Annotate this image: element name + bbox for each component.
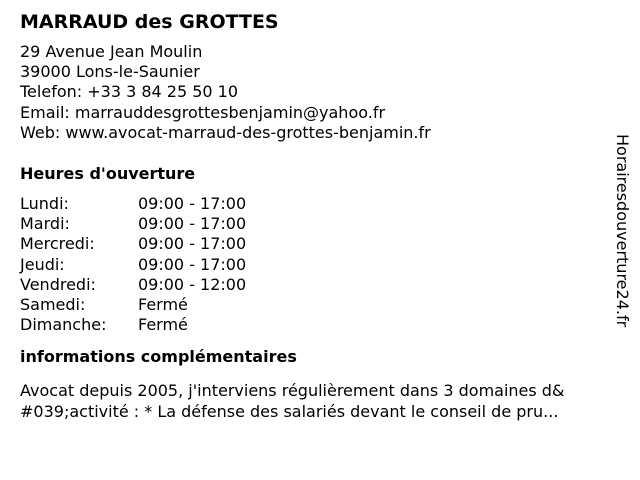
info-title: informations complémentaires xyxy=(20,347,297,367)
day-label: Mercredi: xyxy=(20,234,95,254)
hours-row-thursday xyxy=(20,255,610,275)
info-line2: #039;activité : * La défense des salariés devant le conseil de pru... xyxy=(20,402,559,422)
day-time: Fermé xyxy=(138,315,188,335)
web-line: Web: www.avocat-marraud-des-grottes-benjamin.fr xyxy=(20,122,431,142)
day-label: Mardi: xyxy=(20,214,70,234)
hours-row-sunday xyxy=(20,315,610,335)
hours-row-tuesday xyxy=(20,214,610,234)
day-time: 09:00 - 17:00 xyxy=(138,254,247,274)
day-label: Jeudi: xyxy=(20,254,65,274)
day-time: 09:00 - 17:00 xyxy=(138,234,247,254)
day-time: 09:00 - 17:00 xyxy=(138,214,247,234)
info-line1: Avocat depuis 2005, j'interviens régulièrement dans 3 domaines d& xyxy=(20,381,565,401)
day-label: Dimanche: xyxy=(20,315,107,335)
business-card xyxy=(20,10,610,422)
hours-row-wednesday xyxy=(20,234,610,254)
day-label: Vendredi: xyxy=(20,274,96,294)
day-time: 09:00 - 17:00 xyxy=(138,194,247,214)
contact-block xyxy=(20,42,610,143)
hours-row-friday xyxy=(20,275,610,295)
day-time: 09:00 - 12:00 xyxy=(138,274,247,294)
phone-line: Telefon: +33 3 84 25 50 10 xyxy=(20,82,239,102)
business-name: MARRAUD des GROTTES xyxy=(20,11,279,33)
hours-row-monday xyxy=(20,194,610,214)
hours-row-saturday xyxy=(20,295,610,315)
hours-table xyxy=(20,194,610,335)
email-line: Email: marrauddesgrottesbenjamin@yahoo.fr xyxy=(20,102,386,122)
site-watermark: Horairesdouverture24.fr xyxy=(613,134,632,328)
info-description xyxy=(20,380,610,422)
hours-title: Heures d'ouverture xyxy=(20,164,196,184)
address-line2: 39000 Lons-le-Saunier xyxy=(20,62,200,82)
day-label: Lundi: xyxy=(20,194,69,214)
address-line1: 29 Avenue Jean Moulin xyxy=(20,42,203,61)
day-label: Samedi: xyxy=(20,295,86,315)
day-time: Fermé xyxy=(138,295,188,315)
